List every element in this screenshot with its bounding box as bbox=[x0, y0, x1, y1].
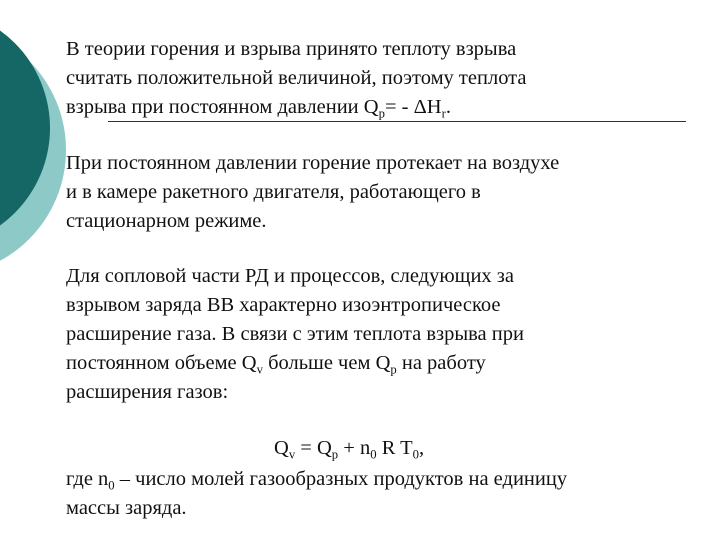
p3-line4: постоянном объеме $Q_v$ больше чем $Q_p$ на работу bbox=[66, 352, 486, 377]
p3-line2: взрывом заряда ВВ характерно изоэнтропическое bbox=[66, 294, 501, 316]
p4-line2: массы заряда. bbox=[66, 497, 187, 519]
p2-line2: и в камере ракетного двигателя, работающего в bbox=[66, 181, 481, 203]
p1-line3: взрыва при постоянном давлении $Q_p= - \Delta H_r$. bbox=[66, 96, 451, 121]
paragraph-definition bbox=[66, 465, 567, 523]
paragraph-isentropic-expansion bbox=[66, 262, 524, 407]
p3-line3: расширение газа. В связи с этим теплота взрыва при bbox=[66, 323, 524, 345]
paragraph-heat-sign bbox=[66, 35, 526, 122]
p1-line1: В теории горения и взрыва принято теплоту взрыва bbox=[66, 38, 517, 60]
p4-line1: где $n_0$ – число молей газообразных продуктов на единицу bbox=[66, 468, 568, 493]
p2-line3: стационарном режиме. bbox=[66, 210, 267, 232]
formula: $Q_v = Q_p + n_0$ R $T_0$, bbox=[274, 437, 425, 462]
paragraph-constant-pressure bbox=[66, 149, 559, 236]
p3-line5: расширения газов: bbox=[66, 381, 229, 403]
p2-line1: При постоянном давлении горение протекает на воздухе bbox=[66, 152, 560, 174]
p3-line1: Для сопловой части РД и процессов, следующих за bbox=[66, 265, 514, 287]
p1-line2: считать положительной величиной, поэтому теплота bbox=[66, 67, 527, 89]
